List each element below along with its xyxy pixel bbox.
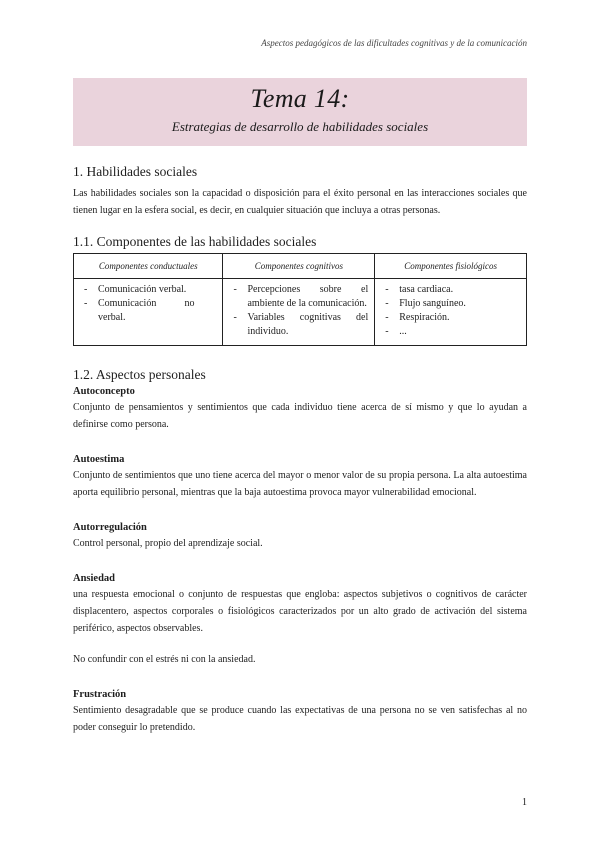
table-cell [74,279,223,346]
section-heading-habilidades-sociales: 1. Habilidades sociales [73,164,198,179]
term-heading-autoconcepto: Autoconcepto [73,386,135,397]
section-heading-componentes: 1.1. Componentes de las habilidades sociales [73,234,317,249]
table-header-cell: Componentes conductuales [74,254,223,279]
document-subtitle: Estrategias de desarrollo de habilidades sociales [171,119,429,134]
list-item: - Percepciones sobre el ambiente de la comunicación. [229,283,368,311]
term-paragraph: Control personal, propio del aprendizaje social. [73,538,263,549]
document-body [73,163,527,736]
term-note: No confundir con el estrés ni con la ansiedad. [73,654,256,665]
page-number: 1 [522,797,527,808]
list-item: - Comunicación no verbal. [80,297,216,325]
term-heading-autorregulacion: Autorregulación [73,522,147,533]
term-paragraph: Sentimiento desagradable que se produce cuando las expectativas de una persona no se ven satisfechas al no poder conseguir lo pretendido. [73,705,527,733]
list-item: - tasa cardiaca. [381,283,520,297]
table-row [74,279,527,346]
list-item: - Respiración. [381,311,520,325]
list-item: - Flujo sanguíneo. [381,297,520,311]
section-heading-aspectos-personales: 1.2. Aspectos personales [73,367,206,382]
running-header: Aspectos pedagógicos de las dificultades cognitivas y de la comunicación [261,38,527,48]
title-banner [73,78,527,146]
table-cell [223,279,375,346]
list-item: - Comunicación verbal. [80,283,216,297]
term-heading-ansiedad: Ansiedad [73,573,116,584]
document-title: Tema 14: [250,84,350,113]
list-item: - Variables cognitivas del individuo. [229,311,368,339]
term-heading-frustracion: Frustración [73,689,127,700]
table-header-cell: Componentes cognitivos [223,254,375,279]
term-paragraph: Conjunto de pensamientos y sentimientos que cada individuo tiene acerca de sí mismo y que lo ayudan a definirse como persona. [73,402,527,430]
term-heading-autoestima: Autoestima [73,454,125,465]
table-header-cell: Componentes fisiológicos [375,254,527,279]
components-table [73,253,527,346]
term-paragraph: Conjunto de sentimientos que uno tiene acerca del mayor o menor valor de su propia persona. La alta autoestima aporta equilibrio personal, mientras que la baja autoestima provoca mayor vulnerabilidad emocional. [73,470,527,498]
section-paragraph: Las habilidades sociales son la capacidad o disposición para el éxito personal en las interacciones sociales que tienen lugar en la esfera social, es decir, en cualquier situación que incluya a otras personas. [73,188,527,216]
list-item: - ... [381,325,520,339]
term-paragraph: una respuesta emocional o conjunto de respuestas que engloba: aspectos subjetivos o cognitivos de carácter displacentero, aspectos corporales o fisiológicos caracterizados por un alto grado de activación del sistema periférico, aspectos observables. [73,589,527,634]
table-header-row [74,254,527,279]
table-cell [375,279,527,346]
